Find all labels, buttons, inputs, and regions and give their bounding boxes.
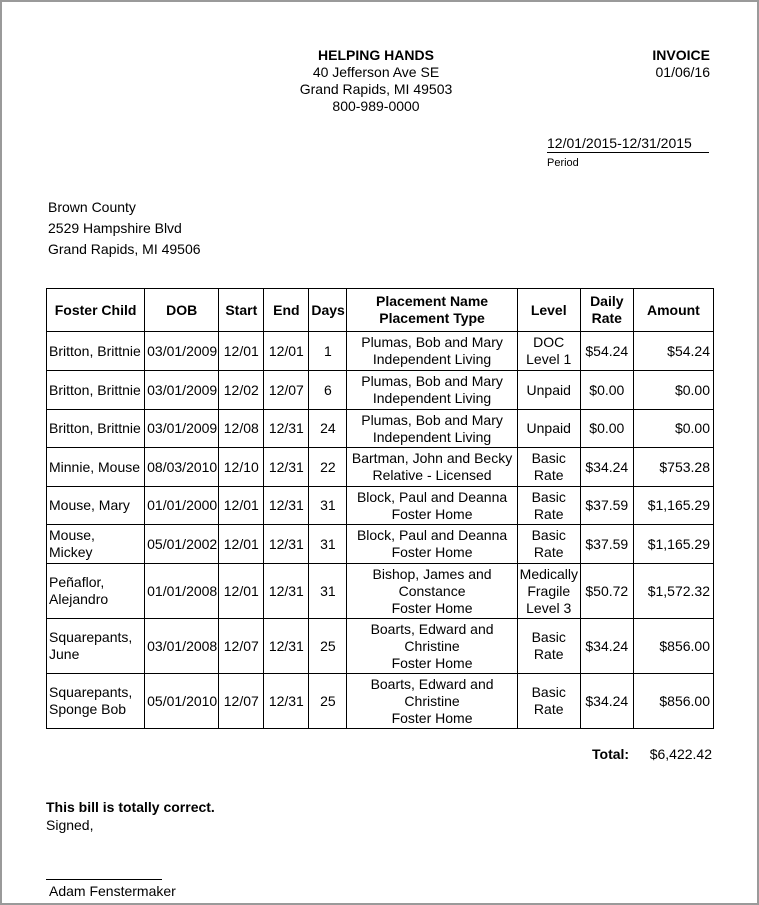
org-name: HELPING HANDS [318, 47, 434, 63]
cell-days: 1 [309, 332, 347, 371]
cell-days: 31 [309, 564, 347, 619]
cell-placement-line: Foster Home [391, 599, 473, 616]
cell-dob: 01/01/2000 [145, 487, 219, 525]
cell-level-line: Medically [519, 565, 579, 582]
cell-level-line: Fragile [527, 582, 571, 599]
cell-level-line: Basic [531, 488, 566, 505]
cell-start: 12/01 [219, 487, 264, 525]
cell-level-line: Basic [531, 527, 566, 543]
cell-placement [347, 619, 517, 674]
cell-placement-line: Bishop, James and [372, 565, 492, 582]
table-row [47, 487, 714, 525]
cell-placement [347, 410, 517, 448]
cell-amount: $856.00 [633, 619, 713, 674]
cell-foster-child-line: Britton, Brittnie [49, 381, 141, 398]
cell-amount: $54.24 [633, 332, 713, 371]
cell-placement-line: Foster Home [391, 505, 473, 522]
cell-level [517, 371, 580, 410]
invoice-table-body [47, 332, 714, 729]
cell-start: 12/01 [219, 564, 264, 619]
cell-dob: 03/01/2009 [145, 410, 219, 448]
period-label: Period [547, 157, 579, 169]
cell-placement-line: Bartman, John and Becky [351, 450, 513, 466]
cell-level [517, 525, 580, 564]
col-header-amount: Amount [633, 289, 713, 332]
cell-foster-child-line: Squarepants, [49, 684, 133, 700]
cell-start: 12/10 [219, 448, 264, 487]
table-header-row [47, 289, 714, 332]
cell-foster-child-line: June [49, 646, 80, 662]
col-header-end: End [264, 289, 309, 332]
table-row [47, 410, 714, 448]
col-header-level: Level [517, 289, 580, 332]
col-header-placement-name: Placement Name [376, 293, 489, 309]
cell-level [517, 619, 580, 674]
period-value: 12/01/2015-12/31/2015 [547, 135, 692, 151]
cell-foster-child-line: Britton, Brittnie [49, 342, 141, 359]
cell-end: 12/31 [264, 525, 309, 564]
recipient-address [48, 197, 201, 260]
cell-end: 12/31 [264, 674, 309, 729]
cell-end: 12/01 [264, 332, 309, 371]
cell-amount: $856.00 [633, 674, 713, 729]
cell-foster-child [47, 371, 145, 410]
cell-dob: 03/01/2008 [145, 619, 219, 674]
cell-placement [347, 448, 517, 487]
cell-start: 12/02 [219, 371, 264, 410]
recipient-address-line1: 2529 Hampshire Blvd [48, 220, 182, 236]
col-header-daily-rate [580, 289, 633, 332]
recipient-address-line2: Grand Rapids, MI 49506 [48, 241, 201, 257]
cell-amount: $0.00 [633, 371, 713, 410]
table-row [47, 332, 714, 371]
cell-foster-child [47, 674, 145, 729]
cell-daily-rate: $0.00 [580, 410, 633, 448]
signed-label: Signed, [46, 817, 94, 833]
col-header-foster-child: Foster Child [47, 289, 145, 332]
cell-placement-line: Independent Living [372, 390, 492, 406]
org-address-line2: Grand Rapids, MI 49503 [299, 81, 453, 97]
cell-placement-line: Constance [398, 582, 466, 599]
cell-foster-child-line: Mouse, [49, 527, 95, 543]
cell-level [517, 332, 580, 371]
cell-daily-rate: $34.24 [580, 619, 633, 674]
cell-daily-rate: $0.00 [580, 371, 633, 410]
table-row [47, 564, 714, 619]
invoice-date: 01/06/16 [655, 64, 710, 80]
cell-placement-line: Relative - Licensed [372, 467, 492, 483]
cell-start: 12/07 [219, 674, 264, 729]
cell-dob: 03/01/2009 [145, 332, 219, 371]
cell-end: 12/31 [264, 410, 309, 448]
cell-foster-child [47, 410, 145, 448]
cell-start: 12/07 [219, 619, 264, 674]
signature-line [46, 879, 162, 880]
cell-amount: $753.28 [633, 448, 713, 487]
cell-start: 12/01 [219, 525, 264, 564]
table-row [47, 619, 714, 674]
recipient-name: Brown County [48, 199, 136, 215]
cell-end: 12/07 [264, 371, 309, 410]
cell-placement-line: Boarts, Edward and [370, 620, 494, 637]
org-header [276, 47, 476, 115]
cell-end: 12/31 [264, 487, 309, 525]
cell-dob: 03/01/2009 [145, 371, 219, 410]
cell-placement-line: Foster Home [391, 654, 473, 671]
cell-level-line: Rate [533, 646, 564, 662]
cell-daily-rate: $34.24 [580, 674, 633, 729]
table-row [47, 371, 714, 410]
cell-amount: $1,165.29 [633, 487, 713, 525]
cell-placement-line: Independent Living [372, 428, 492, 445]
cell-foster-child-line: Britton, Brittnie [49, 420, 141, 436]
cell-level-line: Level 1 [526, 351, 572, 367]
cell-amount: $1,165.29 [633, 525, 713, 564]
cell-level-line: Level 3 [526, 599, 572, 616]
org-address-line1: 40 Jefferson Ave SE [312, 64, 440, 80]
cell-foster-child-line: Alejandro [49, 591, 109, 607]
table-row [47, 448, 714, 487]
cell-level-line: Unpaid [526, 381, 571, 398]
cell-daily-rate: $34.24 [580, 448, 633, 487]
cell-foster-child [47, 564, 145, 619]
cell-foster-child-line: Mouse, Mary [49, 497, 130, 513]
cell-placement [347, 487, 517, 525]
cell-foster-child-line: Squarepants, [49, 629, 133, 645]
cell-level-line: Rate [533, 467, 564, 483]
total-value: $6,422.42 [649, 746, 712, 762]
cell-days: 24 [309, 410, 347, 448]
cell-placement [347, 525, 517, 564]
col-header-daily-rate-line1: Daily [590, 293, 624, 309]
invoice-table [46, 288, 714, 729]
cell-placement-line: Plumas, Bob and Mary [361, 373, 503, 389]
table-row [47, 674, 714, 729]
cell-level [517, 674, 580, 729]
cell-foster-child-line: Minnie, Mouse [49, 458, 141, 475]
cell-dob: 08/03/2010 [145, 448, 219, 487]
cell-end: 12/31 [264, 564, 309, 619]
cell-days: 22 [309, 448, 347, 487]
cell-level-line: Basic [531, 684, 566, 700]
cell-foster-child [47, 525, 145, 564]
table-row [47, 525, 714, 564]
cell-placement-line: Block, Paul and Deanna [356, 527, 508, 543]
cell-foster-child [47, 332, 145, 371]
cell-placement-line: Plumas, Bob and Mary [361, 411, 503, 428]
cell-level [517, 410, 580, 448]
cell-level-line: Basic [531, 450, 566, 466]
period-field [547, 135, 709, 153]
cell-start: 12/08 [219, 410, 264, 448]
cell-placement-line: Foster Home [391, 544, 473, 560]
cell-placement-line: Christine [404, 637, 460, 654]
cell-daily-rate: $54.24 [580, 332, 633, 371]
cell-days: 31 [309, 525, 347, 564]
col-header-start: Start [219, 289, 264, 332]
cell-level-line: DOC [533, 334, 565, 350]
cell-amount: $0.00 [633, 410, 713, 448]
cell-days: 25 [309, 674, 347, 729]
total-label: Total: [592, 746, 630, 762]
cell-level [517, 487, 580, 525]
cell-days: 6 [309, 371, 347, 410]
cell-placement-line: Boarts, Edward and [370, 675, 494, 692]
signer-name: Adam Fenstermaker [49, 883, 176, 899]
cell-dob: 01/01/2008 [145, 564, 219, 619]
org-phone: 800-989-0000 [332, 98, 420, 114]
col-header-days: Days [309, 289, 347, 332]
cell-level-line: Rate [533, 505, 564, 522]
col-header-placement-type: Placement Type [379, 310, 485, 326]
cell-foster-child [47, 487, 145, 525]
cell-level-line: Rate [533, 701, 564, 717]
col-header-placement [347, 289, 517, 332]
cell-placement-line: Block, Paul and Deanna [356, 488, 508, 505]
cell-placement [347, 674, 517, 729]
cell-start: 12/01 [219, 332, 264, 371]
invoice-header [562, 47, 710, 81]
cell-end: 12/31 [264, 619, 309, 674]
cell-days: 25 [309, 619, 347, 674]
col-header-daily-rate-line2: Rate [591, 310, 622, 326]
cell-level-line: Unpaid [526, 420, 571, 436]
col-header-dob: DOB [145, 289, 219, 332]
cell-placement [347, 371, 517, 410]
cell-level [517, 448, 580, 487]
cell-placement-line: Independent Living [372, 351, 492, 367]
cell-level-line: Rate [533, 544, 564, 560]
cell-level-line: Basic [531, 629, 566, 645]
cell-days: 31 [309, 487, 347, 525]
cell-foster-child-line: Sponge Bob [49, 701, 127, 717]
cell-dob: 05/01/2002 [145, 525, 219, 564]
cell-foster-child [47, 448, 145, 487]
cell-placement-line: Foster Home [391, 709, 473, 726]
cell-end: 12/31 [264, 448, 309, 487]
cell-daily-rate: $37.59 [580, 487, 633, 525]
statement-text: This bill is totally correct. [46, 799, 215, 815]
cell-daily-rate: $37.59 [580, 525, 633, 564]
invoice-title: INVOICE [652, 47, 710, 63]
cell-level [517, 564, 580, 619]
cell-foster-child-line: Mickey [49, 544, 93, 560]
cell-dob: 05/01/2010 [145, 674, 219, 729]
cell-placement-line: Plumas, Bob and Mary [361, 334, 503, 350]
cell-placement [347, 332, 517, 371]
cell-amount: $1,572.32 [633, 564, 713, 619]
cell-foster-child-line: Peñaflor, [49, 574, 105, 590]
cell-foster-child [47, 619, 145, 674]
cell-placement-line: Christine [404, 692, 460, 709]
cell-daily-rate: $50.72 [580, 564, 633, 619]
cell-placement [347, 564, 517, 619]
